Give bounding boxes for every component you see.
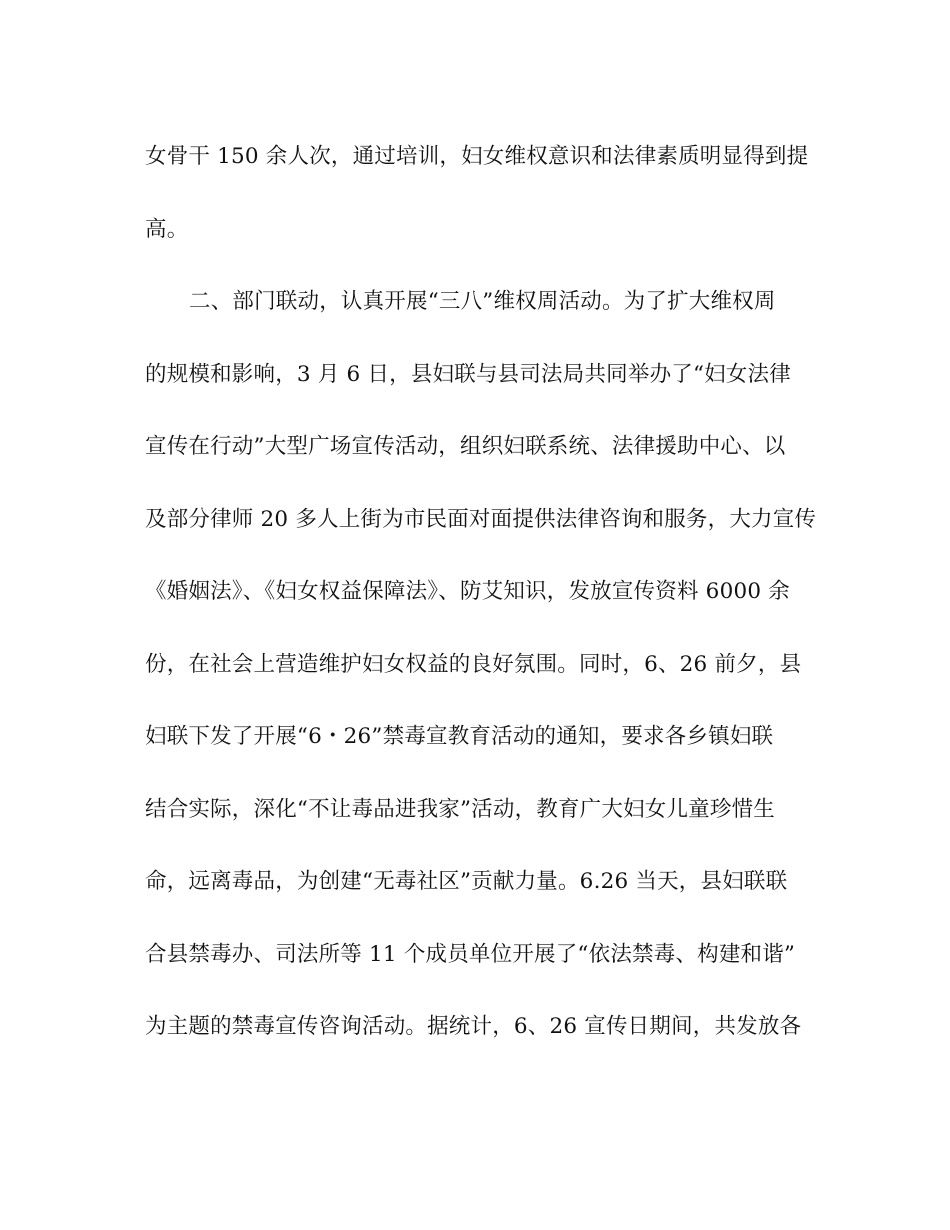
text-line: 为主题的禁毒宣传咨询活动。据统计，6、26 宣传日期间，共发放各 bbox=[145, 1014, 802, 1039]
text-line: 女骨干 150 余人次，通过培训，妇女维权意识和法律素质明显得到提 bbox=[145, 144, 809, 169]
text-line: 合县禁毒办、司法所等 11 个成员单位开展了“依法禁毒、构建和谐” bbox=[145, 941, 796, 967]
paragraph-start-line: 二、部门联动，认真开展“三八”维权周活动。为了扩大维权周 bbox=[189, 289, 776, 314]
text-line: 结合实际，深化“不让毒品进我家”活动，教育广大妇女儿童珍惜生 bbox=[145, 796, 775, 822]
body-text bbox=[145, 134, 815, 1077]
text-line: 《婚姻法》、《妇女权益保障法》、防艾知识，发放宣传资料 6000 余 bbox=[145, 579, 790, 604]
text-line: 及部分律师 20 多人上街为市民面对面提供法律咨询和服务，大力宣传 bbox=[145, 506, 817, 532]
text-line: 份，在社会上营造维护妇女权益的良好氛围。同时，6、26 前夕，县 bbox=[145, 651, 802, 677]
text-line: 高。 bbox=[145, 216, 189, 242]
text-line: 命，远离毒品，为创建“无毒社区”贡献力量。6.26 当天，县妇联联 bbox=[145, 869, 788, 894]
text-line: 妇联下发了开展“6・26”禁毒宣教育活动的通知，要求各乡镇妇联 bbox=[145, 724, 774, 749]
text-line: 宣传在行动”大型广场宣传活动，组织妇联系统、法律援助中心、以 bbox=[145, 434, 786, 459]
text-line: 的规模和影响，3 月 6 日，县妇联与县司法局共同举办了“妇女法律 bbox=[145, 361, 791, 387]
